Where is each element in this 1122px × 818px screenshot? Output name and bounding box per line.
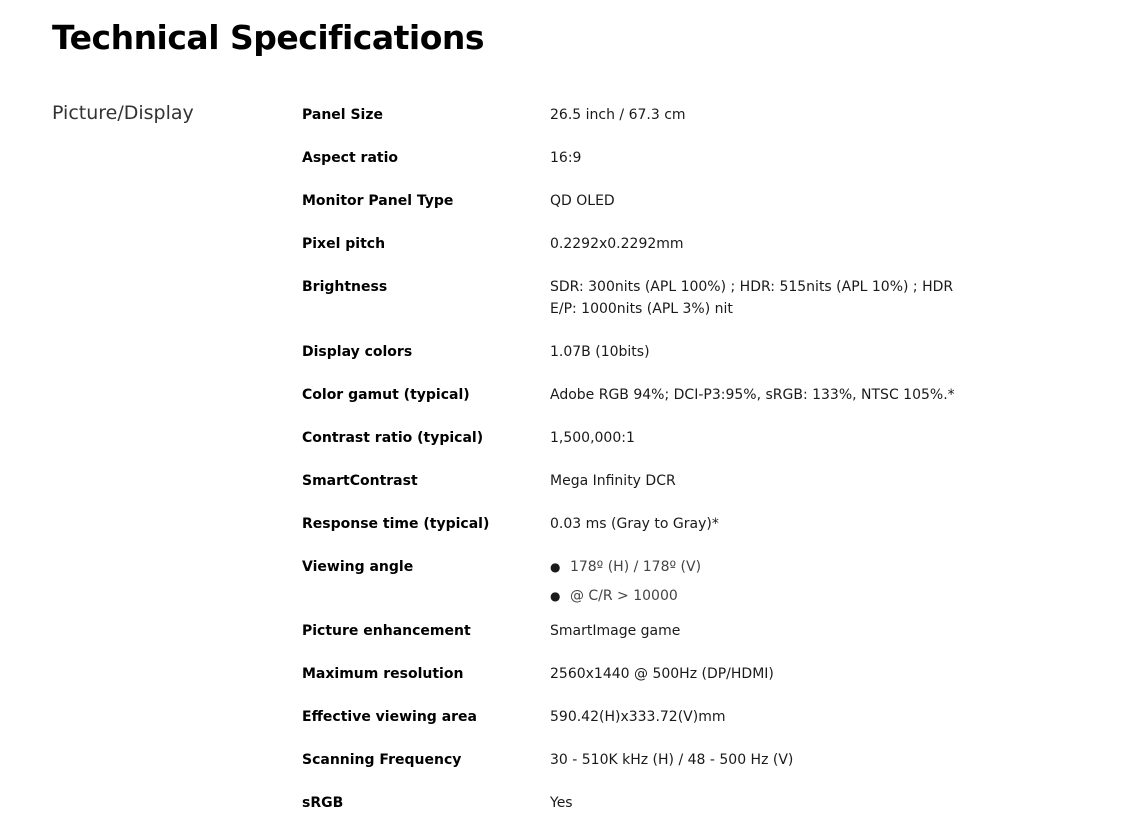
spec-table	[302, 104, 1002, 818]
spec-value: SDR: 300nits (APL 100%) ; HDR: 515nits (APL 10%) ; HDR E/P: 1000nits (APL 3%) nit	[550, 279, 954, 317]
spec-value	[550, 556, 970, 614]
spec-row-scanning-frequency	[302, 749, 1002, 792]
spec-label: Panel Size	[302, 107, 383, 123]
spec-label: Picture enhancement	[302, 623, 471, 639]
bullet-icon: ●	[550, 560, 561, 574]
spec-label: Contrast ratio (typical)	[302, 430, 484, 446]
spec-row-max-resolution	[302, 663, 1002, 706]
spec-row-response-time	[302, 513, 1002, 556]
spec-row-panel-size	[302, 104, 1002, 147]
list-item-text: @ C/R > 10000	[569, 588, 678, 604]
spec-value: 0.2292x0.2292mm	[550, 236, 684, 252]
spec-row-viewing-angle	[302, 556, 1002, 620]
spec-value: Yes	[550, 795, 573, 811]
section-title: Picture/Display	[52, 102, 194, 124]
spec-label: Color gamut (typical)	[302, 387, 470, 403]
spec-row-panel-type	[302, 190, 1002, 233]
list-item	[550, 585, 970, 607]
spec-row-display-colors	[302, 341, 1002, 384]
spec-value: Adobe RGB 94%; DCI-P3:95%, sRGB: 133%, NTSC 105%.*	[550, 387, 955, 403]
spec-value: QD OLED	[550, 193, 615, 209]
spec-label: Response time (typical)	[302, 516, 490, 532]
spec-value: 1,500,000:1	[550, 430, 635, 446]
spec-bullet-list	[550, 556, 970, 607]
spec-value: 30 - 510K kHz (H) / 48 - 500 Hz (V)	[550, 752, 794, 768]
spec-value: 590.42(H)x333.72(V)mm	[550, 709, 726, 725]
spec-label: Viewing angle	[302, 559, 414, 575]
page-title: Technical Specifications	[52, 18, 485, 57]
spec-label: Maximum resolution	[302, 666, 464, 682]
bullet-icon: ●	[550, 589, 561, 603]
spec-value: 2560x1440 @ 500Hz (DP/HDMI)	[550, 666, 774, 682]
spec-value: SmartImage game	[550, 623, 681, 639]
spec-label: Effective viewing area	[302, 709, 477, 725]
spec-label: Scanning Frequency	[302, 752, 462, 768]
spec-value: Mega Infinity DCR	[550, 473, 676, 489]
spec-label: Monitor Panel Type	[302, 193, 454, 209]
spec-label: Aspect ratio	[302, 150, 399, 166]
spec-row-picture-enhancement	[302, 620, 1002, 663]
spec-label: Pixel pitch	[302, 236, 386, 252]
list-item	[550, 556, 970, 578]
spec-row-color-gamut	[302, 384, 1002, 427]
spec-label: Brightness	[302, 279, 388, 295]
spec-row-srgb	[302, 792, 1002, 818]
spec-value: 16:9	[550, 150, 582, 166]
spec-row-aspect-ratio	[302, 147, 1002, 190]
spec-row-viewing-area	[302, 706, 1002, 749]
spec-label: SmartContrast	[302, 473, 418, 489]
spec-value: 26.5 inch / 67.3 cm	[550, 107, 686, 123]
spec-row-pixel-pitch	[302, 233, 1002, 276]
spec-row-contrast-ratio	[302, 427, 1002, 470]
spec-label: Display colors	[302, 344, 413, 360]
spec-row-smartcontrast	[302, 470, 1002, 513]
spec-label: sRGB	[302, 795, 344, 811]
spec-value: 1.07B (10bits)	[550, 344, 650, 360]
spec-value: 0.03 ms (Gray to Gray)*	[550, 516, 719, 532]
spec-row-brightness	[302, 276, 1002, 341]
list-item-text: 178º (H) / 178º (V)	[569, 559, 702, 575]
